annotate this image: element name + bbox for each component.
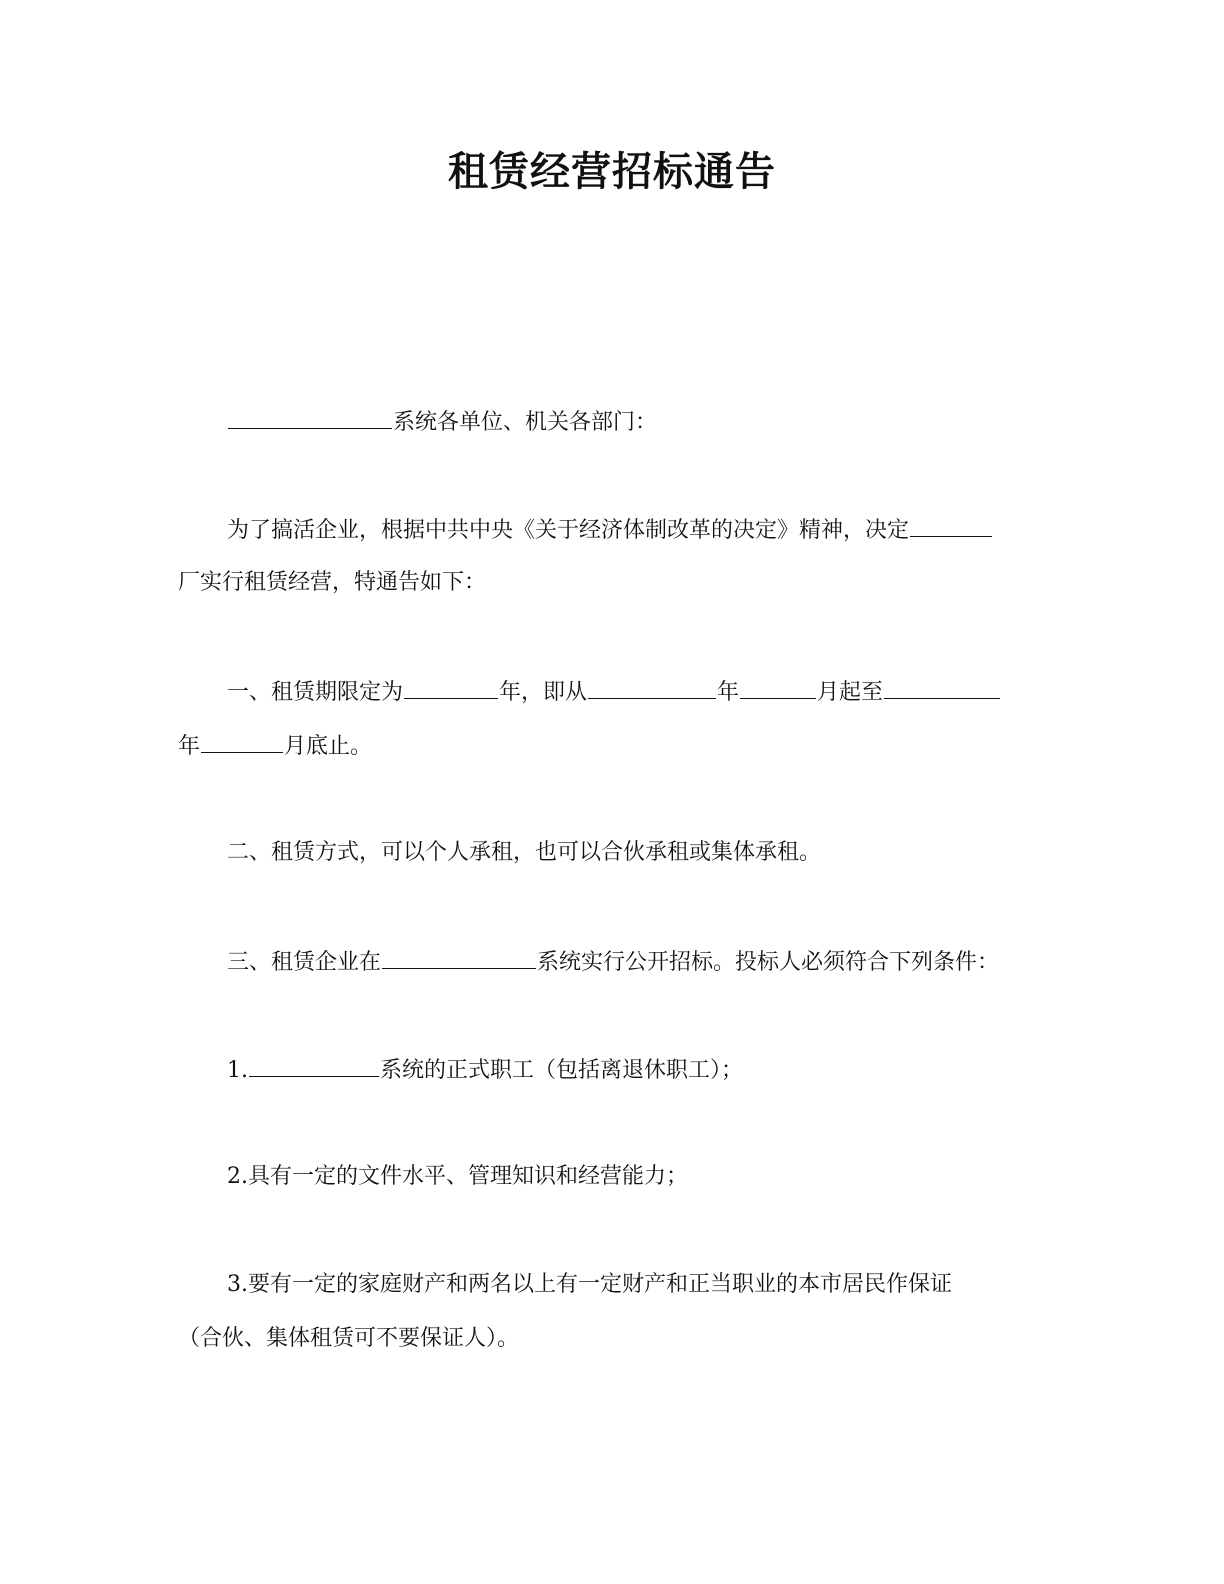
condition-3-line-1 [227, 1270, 952, 1300]
clause-3-line [227, 946, 999, 978]
fill-blank [382, 946, 536, 969]
fill-blank [404, 676, 498, 699]
condition-3-text-2: （合伙、集体租赁可不要保证人）。 [178, 1326, 520, 1351]
condition-3-text: 3.要有一定的家庭财产和两名以上有一定财产和正当职业的本市居民作保证 [227, 1272, 952, 1297]
clause-1-text: 年 [717, 680, 740, 705]
condition-3-line-2 [178, 1324, 519, 1354]
intro-text: 为了搞活企业，根据中共中央《关于经济体制改革的决定》精神，决定 [227, 518, 910, 543]
fill-blank [910, 514, 992, 537]
intro-line-2 [178, 568, 486, 598]
clause-1-text: 年，即从 [499, 680, 588, 705]
salutation-text: 系统各单位、机关各部门： [393, 410, 658, 435]
fill-blank [588, 676, 716, 699]
clause-1-text: 一、租赁期限定为 [227, 680, 404, 705]
document-title: 租赁经营招标通告 [448, 149, 776, 195]
salutation-line [227, 406, 657, 438]
condition-1-line [227, 1054, 743, 1086]
fill-blank [228, 406, 392, 429]
fill-blank [201, 730, 283, 753]
intro-line-1 [227, 514, 993, 546]
clause-1-line-2 [178, 730, 372, 762]
clause-1-text: 月底止。 [284, 734, 373, 759]
condition-1-number: 1. [227, 1058, 248, 1083]
clause-3-text: 三、租赁企业在 [227, 950, 382, 975]
condition-2-line [227, 1162, 688, 1192]
clause-3-text: 系统实行公开招标。投标人必须符合下列条件： [537, 950, 1000, 975]
fill-blank [740, 676, 816, 699]
clause-1-line-1 [227, 676, 1001, 708]
clause-1-text: 月起至 [817, 680, 884, 705]
clause-1-text: 年 [178, 734, 201, 759]
fill-blank [249, 1054, 379, 1077]
intro-text-2: 厂实行租赁经营，特通告如下： [178, 570, 487, 595]
clause-2-text: 二、租赁方式，可以个人承租，也可以合伙承租或集体承租。 [227, 840, 822, 865]
condition-1-text: 系统的正式职工（包括离退休职工）； [380, 1058, 744, 1083]
fill-blank [884, 676, 1000, 699]
condition-2-text: 2.具有一定的文件水平、管理知识和经营能力； [227, 1164, 688, 1189]
clause-2-line [227, 838, 821, 868]
